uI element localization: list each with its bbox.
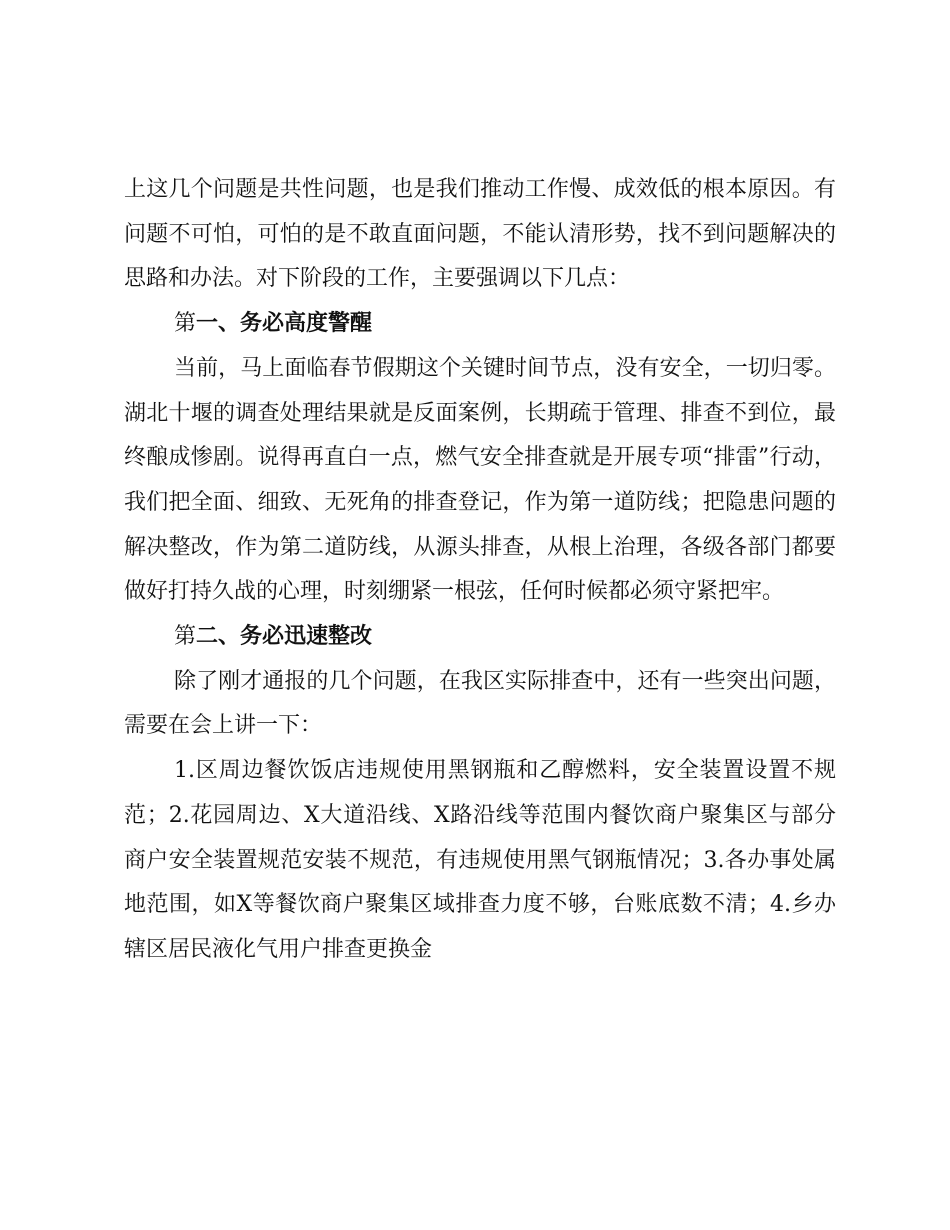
section-heading-2 [124, 615, 836, 660]
paragraph-section-2: 除了刚才通报的几个问题，在我区实际排查中，还有一些突出问题，需要在会上讲一下： [124, 668, 836, 739]
paragraph-issue-list: 1.区周边餐饮饭店违规使用黑钢瓶和乙醇燃料，安全装置设置不规范；2.花园周边、X大道沿线、X路沿线等范围内餐饮商户聚集区与部分商户安全装置规范安装不规范，有违规使用黑气钢瓶情况；3.各办事处属地范围，如X等餐饮商户聚集区域排查力度不够，台账底数不清；4.乡办辖区居民液化气用户排查更换金 [124, 758, 836, 962]
heading-prefix: 第 [174, 624, 197, 650]
paragraph-intro: 上这几个问题是共性问题，也是我们推动工作慢、成效低的根本原因。有问题不可怕，可怕的是不敢直面问题，不能认清形势，找不到问题解决的思路和办法。对下阶段的工作，主要强调以下几点： [124, 177, 836, 292]
heading-text: 二、务必迅速整改 [196, 624, 373, 650]
heading-text: 一、务必高度警醒 [196, 311, 373, 337]
document-body [124, 168, 836, 973]
section-heading-1 [124, 302, 836, 347]
heading-prefix: 第 [174, 311, 197, 337]
paragraph-section-1: 当前，马上面临春节假期这个关键时间节点，没有安全，一切归零。湖北十堰的调查处理结果就是反面案例，长期疏于管理、排查不到位，最终酿成惨剧。说得再直白一点，燃气安全排查就是开展专项“排雷”行动，我们把全面、细致、无死角的排查登记，作为第一道防线；把隐患问题的解决整改，作为第二道防线，从源头排查，从根上治理，各级各部门都要做好打持久战的心理，时刻绷紧一根弦，任何时候都必须守紧把牢。 [124, 355, 836, 605]
